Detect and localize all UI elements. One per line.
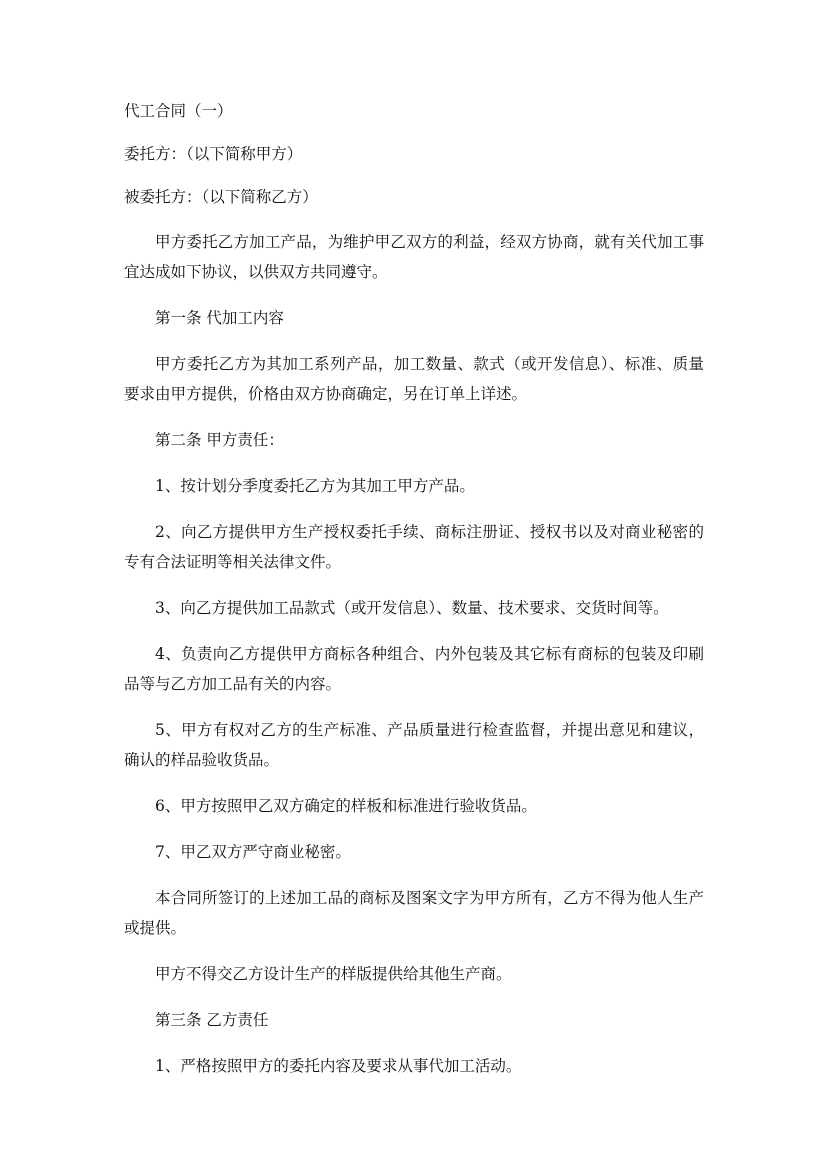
article-3-title: 第三条 乙方责任 [155,1011,269,1029]
document-body [124,96,704,1097]
article-2-item-7: 7、甲乙双方严守商业秘密。 [155,843,351,861]
contract-title: 代工合同（一） [124,102,233,120]
article-2-item-3: 3、向乙方提供加工品款式（或开发信息）、数量、技术要求、交货时间等。 [155,599,669,617]
article-2-item-4: 4、负责向乙方提供甲方商标各种组合、内外包装及其它标有商标的包装及印刷品等与乙方加工品有关的内容。 [124,645,704,693]
trademark-clause: 本合同所签订的上述加工品的商标及图案文字为甲方所有，乙方不得为他人生产或提供。 [124,889,704,937]
article-1-title: 第一条 代加工内容 [155,309,284,327]
sample-clause: 甲方不得交乙方设计生产的样版提供给其他生产商。 [155,965,512,983]
article-2-title: 第二条 甲方责任： [155,431,284,449]
article-1-text: 甲方委托乙方为其加工系列产品，加工数量、款式（或开发信息）、标准、质量要求由甲方提供，价格由双方协商确定，另在订单上详述。 [124,355,704,403]
article-2-item-1: 1、按计划分季度委托乙方为其加工甲方产品。 [155,477,475,495]
intro-paragraph: 甲方委托乙方加工产品，为维护甲乙双方的利益，经双方协商，就有关代加工事宜达成如下协议，以供双方共同遵守。 [124,233,704,281]
article-3-item-1: 1、严格按照甲方的委托内容及要求从事代加工活动。 [155,1057,522,1075]
party-b-line: 被委托方：（以下简称乙方） [124,188,318,206]
article-2-item-5: 5、甲方有权对乙方的生产标准、产品质量进行检查监督，并提出意见和建议，确认的样品验收货品。 [124,721,704,769]
article-2-item-2: 2、向乙方提供甲方生产授权委托手续、商标注册证、授权书以及对商业秘密的专有合法证明等相关法律文件。 [124,523,704,571]
article-2-item-6: 6、甲方按照甲乙双方确定的样板和标准进行验收货品。 [155,797,537,815]
party-a-line: 委托方：（以下简称甲方） [124,145,303,163]
